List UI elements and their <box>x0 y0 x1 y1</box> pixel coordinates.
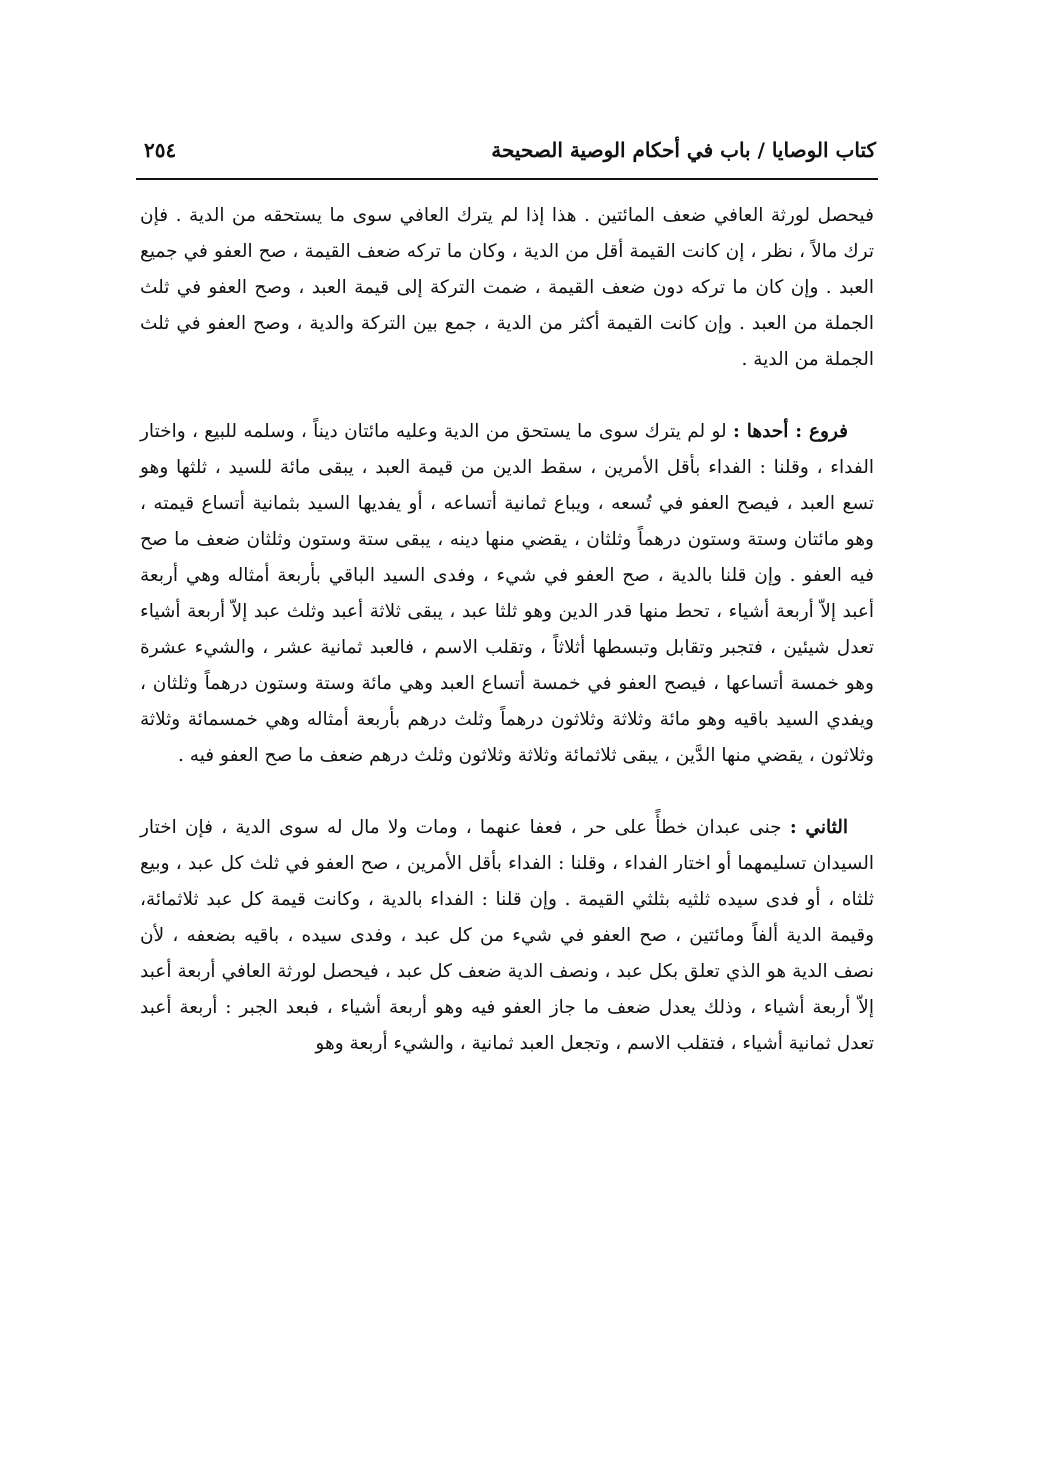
running-title: كتاب الوصايا / باب في أحكام الوصية الصحيحة <box>491 138 876 162</box>
page-header <box>138 128 876 174</box>
paragraph-second <box>140 810 874 1062</box>
header-rule <box>136 178 878 180</box>
paragraph-text: فيحصل لورثة العافي ضعف المائتين . هذا إذا لم يترك العافي سوى ما يستحقه من الدية . فإن ترك مالاً ، نظر ، إن كانت القيمة أقل من الدية ، وكان ما تركه ضعف القيمة ، صح العفو في جميع العبد . وإن كان ما تركه دون ضعف القيمة ، ضمت التركة إلى قيمة العبد ، وصح العفو في ثلث الجملة من العبد . وإن كانت القيمة أكثر من الدية ، جمع بين التركة والدية ، وصح العفو في ثلث الجملة من الدية . <box>140 205 874 370</box>
paragraph-lead: الثاني : <box>789 817 848 838</box>
paragraph-continuation <box>140 198 874 378</box>
page-number: ٢٥٤ <box>144 138 177 162</box>
paragraph-text: جنى عبدان خطأً على حر ، فعفا عنهما ، ومات ولا مال له سوى الدية ، فإن اختار السيدان تسليمهما أو اختار الفداء ، وقلنا : الفداء بأقل الأمرين ، صح العفو في ثلث كل عبد ، وبيع ثلثاه ، أو فدى سيده ثلثيه بثلثي القيمة . وإن قلنا : الفداء بالدية ، وكانت قيمة كل عبد ثلاثمائة، وقيمة الدية ألفاً ومائتين ، صح العفو في شيء من كل عبد ، وفدى سيده ، باقيه بضعفه ، لأن نصف الدية هو الذي تعلق بكل عبد ، ونصف الدية ضعف كل عبد ، فيحصل لورثة العافي أربعة أعبد إلاّ أربعة أشياء ، وذلك يعدل ضعف ما جاز العفو فيه وهو أربعة أشياء ، فبعد الجبر : أربعة أعبد تعدل ثمانية أشياء ، فتقلب الاسم ، وتجعل العبد ثمانية ، والشيء أربعة وهو <box>140 817 874 1054</box>
paragraph-lead: فروع : أحدها : <box>732 421 848 442</box>
paragraph-text: لو لم يترك سوى ما يستحق من الدية وعليه مائتان ديناً ، وسلمه للبيع ، واختار الفداء ، وقلنا : الفداء بأقل الأمرين ، سقط الدين من قيمة العبد ، يبقى مائة للسيد ، ثلثها وهو تسع العبد ، فيصح العفو في تُسعه ، ويباع ثمانية أتساعه ، أو يفديها السيد بثمانية أتساع قيمته ، وهو مائتان وستة وستون درهماً وثلثان ، يقضي منها دينه ، يبقى ستة وستون وثلثان ضعف ما صح فيه العفو . وإن قلنا بالدية ، صح العفو في شيء ، وفدى السيد الباقي بأربعة أمثاله وهي أربعة أعبد إلاّ أربعة أشياء ، تحط منها قدر الدين وهو ثلثا عبد ، يبقى ثلاثة أعبد وثلث عبد إلاّ أربعة أشياء تعدل شيئين ، فتجبر وتقابل وتبسطها أثلاثاً ، وتقلب الاسم ، فالعبد ثمانية عشر ، والشيء عشرة وهو خمسة أتساعها ، فيصح العفو في خمسة أتساع العبد وهي مائة وستة وستون درهماً وثلثان ، ويفدي السيد باقيه وهو مائة وثلاثة وثلاثون درهماً وثلث درهم بأربعة أمثاله وهي خمسمائة وثلاثة وثلاثون ، يقضي منها الدَّين ، يبقى ثلاثمائة وثلاثة وثلاثون وثلث درهم ضعف ما صح العفو فيه . <box>140 421 874 766</box>
paragraph-furu <box>140 414 874 774</box>
page-body <box>140 198 874 1062</box>
